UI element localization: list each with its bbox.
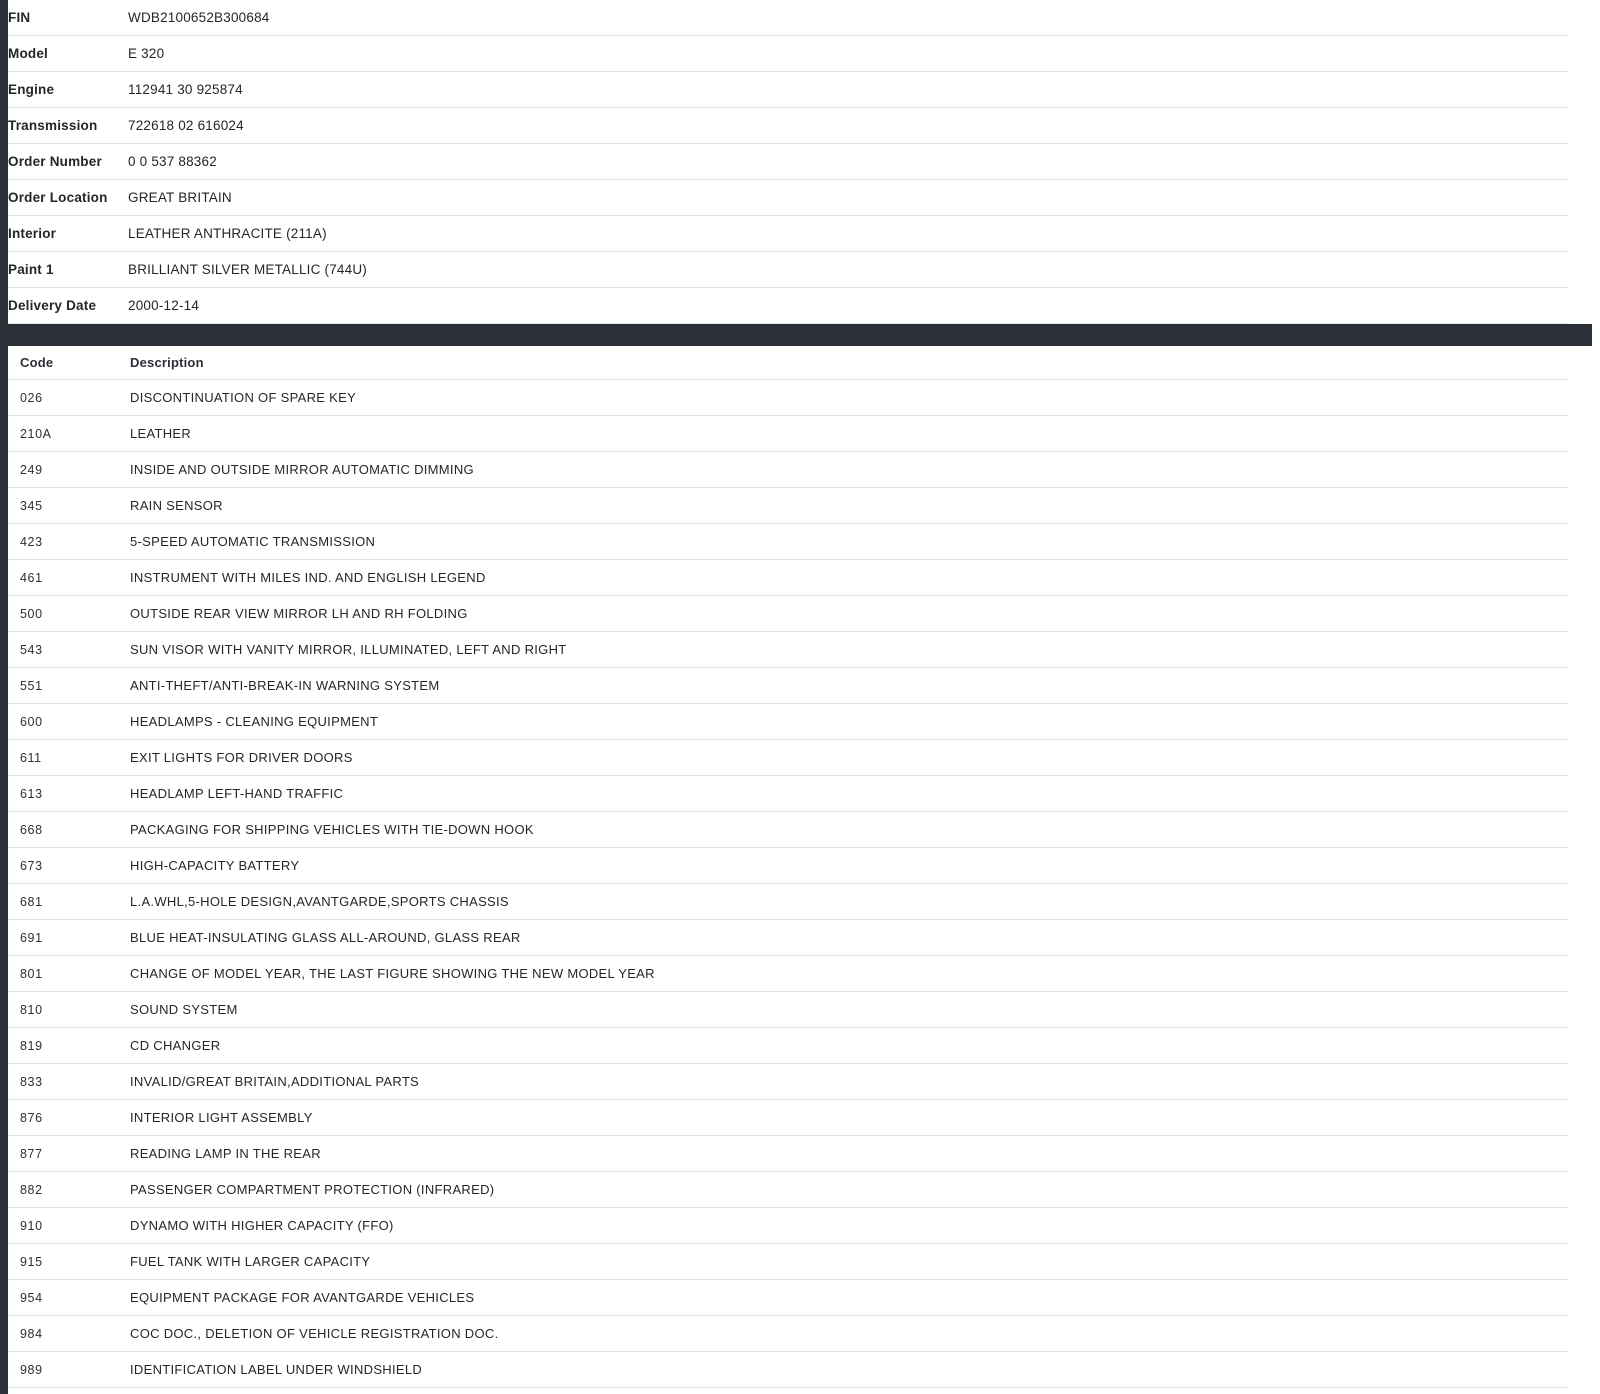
table-header-row: [8, 346, 1568, 380]
option-description: PACKAGING FOR SHIPPING VEHICLES WITH TIE-DOWN HOOK: [130, 822, 534, 837]
option-code: 989: [20, 1362, 43, 1377]
spec-value: GREAT BRITAIN: [128, 190, 232, 205]
option-description: IDENTIFICATION LABEL UNDER WINDSHIELD: [130, 1362, 423, 1377]
table-row: [8, 524, 1568, 560]
table-row: [8, 956, 1568, 992]
spec-value: E 320: [128, 46, 165, 61]
table-row: [8, 1064, 1568, 1100]
option-description: DISCONTINUATION OF SPARE KEY: [130, 390, 357, 405]
option-codes-table: [8, 346, 1568, 1388]
option-code: 882: [20, 1182, 43, 1197]
spec-value: WDB2100652B300684: [128, 10, 270, 25]
table-row: [8, 812, 1568, 848]
option-code: 210A: [20, 426, 52, 441]
option-description: INSIDE AND OUTSIDE MIRROR AUTOMATIC DIMMING: [130, 462, 474, 477]
option-code: 423: [20, 534, 43, 549]
spec-label: Engine: [8, 82, 55, 97]
spec-row: [8, 180, 1568, 216]
spec-label: Transmission: [8, 118, 98, 133]
option-description: EQUIPMENT PACKAGE FOR AVANTGARDE VEHICLES: [130, 1290, 475, 1305]
option-code: 915: [20, 1254, 43, 1269]
spec-row: [8, 252, 1568, 288]
vehicle-spec-table: [8, 0, 1568, 324]
spec-value: 722618 02 616024: [128, 118, 244, 133]
option-description: PASSENGER COMPARTMENT PROTECTION (INFRARED): [130, 1182, 495, 1197]
table-row: [8, 1244, 1568, 1280]
spec-label: Order Location: [8, 190, 108, 205]
option-description: RAIN SENSOR: [130, 498, 223, 513]
spec-label: Paint 1: [8, 262, 54, 277]
option-code: 954: [20, 1290, 43, 1305]
spec-value: 0 0 537 88362: [128, 154, 217, 169]
vehicle-spec-body: [8, 0, 1568, 324]
option-code: 877: [20, 1146, 43, 1161]
spec-row: [8, 144, 1568, 180]
option-description: FUEL TANK WITH LARGER CAPACITY: [130, 1254, 371, 1269]
section-divider-band: [0, 324, 1592, 346]
option-code: 673: [20, 858, 43, 873]
option-code: 461: [20, 570, 43, 585]
option-code: 611: [20, 750, 42, 765]
option-codes-body: [8, 380, 1568, 1388]
spec-row: [8, 36, 1568, 72]
option-code: 500: [20, 606, 43, 621]
table-row: [8, 632, 1568, 668]
option-code: 249: [20, 462, 43, 477]
option-code: 613: [20, 786, 43, 801]
option-code: 801: [20, 966, 43, 981]
section-divider-wrap: [8, 324, 1568, 346]
spec-value: BRILLIANT SILVER METALLIC (744U): [128, 262, 367, 277]
option-code: 681: [20, 894, 43, 909]
option-code: 691: [20, 930, 43, 945]
option-code: 833: [20, 1074, 43, 1089]
option-code: 345: [20, 498, 43, 513]
option-description: COC DOC., DELETION OF VEHICLE REGISTRATION DOC.: [130, 1326, 499, 1341]
option-code: 026: [20, 390, 43, 405]
left-accent-rail: [0, 0, 8, 1394]
table-row: [8, 380, 1568, 416]
table-row: [8, 920, 1568, 956]
option-code: 600: [20, 714, 43, 729]
option-code: 984: [20, 1326, 43, 1341]
table-row: [8, 596, 1568, 632]
table-row: [8, 1172, 1568, 1208]
header-code: Code: [20, 355, 54, 370]
table-row: [8, 992, 1568, 1028]
spec-value: LEATHER ANTHRACITE (211A): [128, 226, 327, 241]
spec-label: Model: [8, 46, 48, 61]
option-description: INVALID/GREAT BRITAIN,ADDITIONAL PARTS: [130, 1074, 420, 1089]
option-code: 819: [20, 1038, 43, 1053]
option-codes-head: [8, 346, 1568, 380]
spec-row: [8, 0, 1568, 36]
bottom-spacer: [8, 1388, 1568, 1394]
table-row: [8, 560, 1568, 596]
option-description: CHANGE OF MODEL YEAR, THE LAST FIGURE SHOWING THE NEW MODEL YEAR: [130, 966, 655, 981]
table-row: [8, 740, 1568, 776]
table-row: [8, 704, 1568, 740]
table-row: [8, 1136, 1568, 1172]
spec-label: FIN: [8, 10, 31, 25]
option-description: HIGH-CAPACITY BATTERY: [130, 858, 300, 873]
option-description: EXIT LIGHTS FOR DRIVER DOORS: [130, 750, 353, 765]
option-code: 810: [20, 1002, 43, 1017]
spec-label: Delivery Date: [8, 298, 97, 313]
option-description: CD CHANGER: [130, 1038, 221, 1053]
option-description: HEADLAMPS - CLEANING EQUIPMENT: [130, 714, 379, 729]
option-code: 543: [20, 642, 43, 657]
option-code: 910: [20, 1218, 43, 1233]
option-description: INSTRUMENT WITH MILES IND. AND ENGLISH LEGEND: [130, 570, 486, 585]
spec-label: Order Number: [8, 154, 102, 169]
option-description: OUTSIDE REAR VIEW MIRROR LH AND RH FOLDING: [130, 606, 468, 621]
table-row: [8, 848, 1568, 884]
option-description: HEADLAMP LEFT-HAND TRAFFIC: [130, 786, 344, 801]
option-description: LEATHER: [130, 426, 192, 441]
option-description: L.A.WHL,5-HOLE DESIGN,AVANTGARDE,SPORTS CHASSIS: [130, 894, 509, 909]
spec-label: Interior: [8, 226, 57, 241]
header-description: Description: [130, 355, 204, 370]
option-code: 551: [20, 678, 43, 693]
table-row: [8, 1352, 1568, 1388]
table-row: [8, 884, 1568, 920]
table-row: [8, 416, 1568, 452]
table-row: [8, 668, 1568, 704]
option-description: ANTI-THEFT/ANTI-BREAK-IN WARNING SYSTEM: [130, 678, 440, 693]
spec-row: [8, 288, 1568, 324]
spec-row: [8, 108, 1568, 144]
spec-row: [8, 216, 1568, 252]
option-code: 876: [20, 1110, 43, 1125]
option-description: DYNAMO WITH HIGHER CAPACITY (FFO): [130, 1218, 394, 1233]
option-code: 668: [20, 822, 43, 837]
option-description: 5-SPEED AUTOMATIC TRANSMISSION: [130, 534, 376, 549]
table-row: [8, 1100, 1568, 1136]
spec-value: 2000-12-14: [128, 298, 200, 313]
option-description: INTERIOR LIGHT ASSEMBLY: [130, 1110, 313, 1125]
option-description: SOUND SYSTEM: [130, 1002, 238, 1017]
table-row: [8, 488, 1568, 524]
table-row: [8, 1028, 1568, 1064]
table-row: [8, 1280, 1568, 1316]
option-description: READING LAMP IN THE REAR: [130, 1146, 321, 1161]
spec-value: 112941 30 925874: [128, 82, 243, 97]
option-description: BLUE HEAT-INSULATING GLASS ALL-AROUND, GLASS REAR: [130, 930, 521, 945]
table-row: [8, 1208, 1568, 1244]
table-row: [8, 776, 1568, 812]
table-row: [8, 1316, 1568, 1352]
table-row: [8, 452, 1568, 488]
option-description: SUN VISOR WITH VANITY MIRROR, ILLUMINATED, LEFT AND RIGHT: [130, 642, 567, 657]
spec-row: [8, 72, 1568, 108]
